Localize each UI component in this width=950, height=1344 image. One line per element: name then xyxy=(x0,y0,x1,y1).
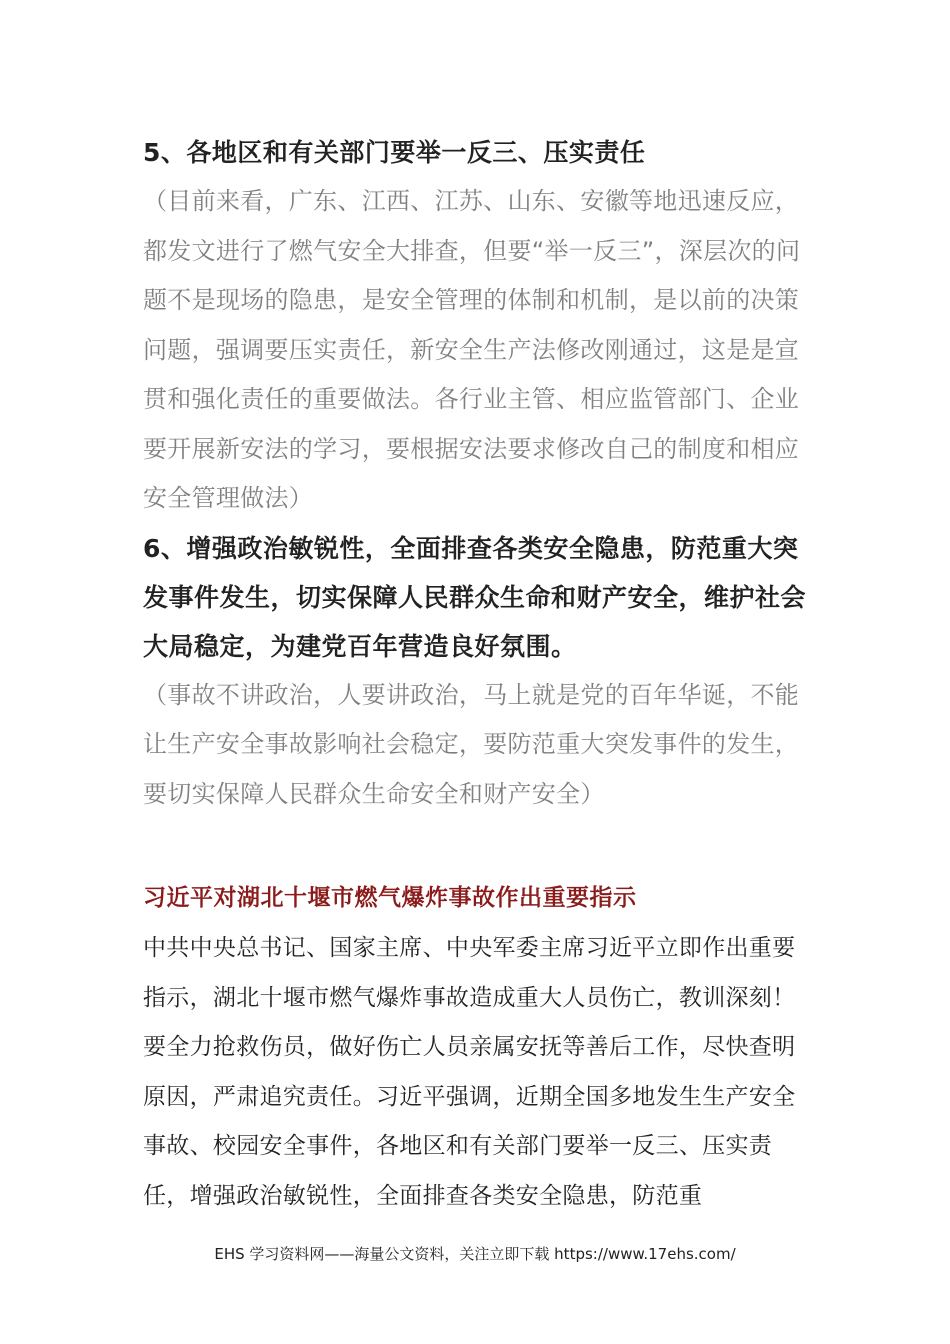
news-section-title: 习近平对湖北十堰市燃气爆炸事故作出重要指示 xyxy=(143,884,637,911)
item-5-heading: 5、各地区和有关部门要举一反三、压实责任 xyxy=(143,138,646,167)
page-footer: EHS 学习资料网——海量公文资料，关注立即下载 https://www.17ehs.com/ xyxy=(214,1245,736,1263)
news-section-body: 中共中央总书记、国家主席、中央军委主席习近平立即作出重要指示，湖北十堰市燃气爆炸事故造成重大人员伤亡，教训深刻！要全力抢救伤员，做好伤亡人员亲属安抚等善后工作，尽快查明原因，严肃追究责任。习近平强调，近期全国多地发生生产安全事故、校园安全事件，各地区和有关部门要举一反三、压实责任，增强政治敏锐性，全面排查各类安全隐患，防范重 xyxy=(143,935,796,1209)
document-content xyxy=(143,128,813,819)
item-5-note: （目前来看，广东、江西、江苏、山东、安徽等地迅速反应，都发文进行了燃气安全大排查，但要“举一反三”，深层次的问题不是现场的隐患，是安全管理的体制和机制，是以前的决策问题，强调要压实责任，新安全生产法修改刚通过，这是是宣贯和强化责任的重要做法。各行业主管、相应监管部门、企业要开展新安法的学习，要根据安法要求修改自己的制度和相应安全管理做法） xyxy=(143,187,801,512)
item-6-heading: 6、增强政治敏锐性，全面排查各类安全隐患，防范重大突发事件发生，切实保障人民群众生命和财产安全，维护社会大局稳定，为建党百年营造良好氛围。 xyxy=(143,533,807,661)
item-6-note: （事故不讲政治，人要讲政治，马上就是党的百年华诞，不能让生产安全事故影响社会稳定，要防范重大突发事件的发生，要切实保障人民群众生命安全和财产安全） xyxy=(143,680,800,808)
